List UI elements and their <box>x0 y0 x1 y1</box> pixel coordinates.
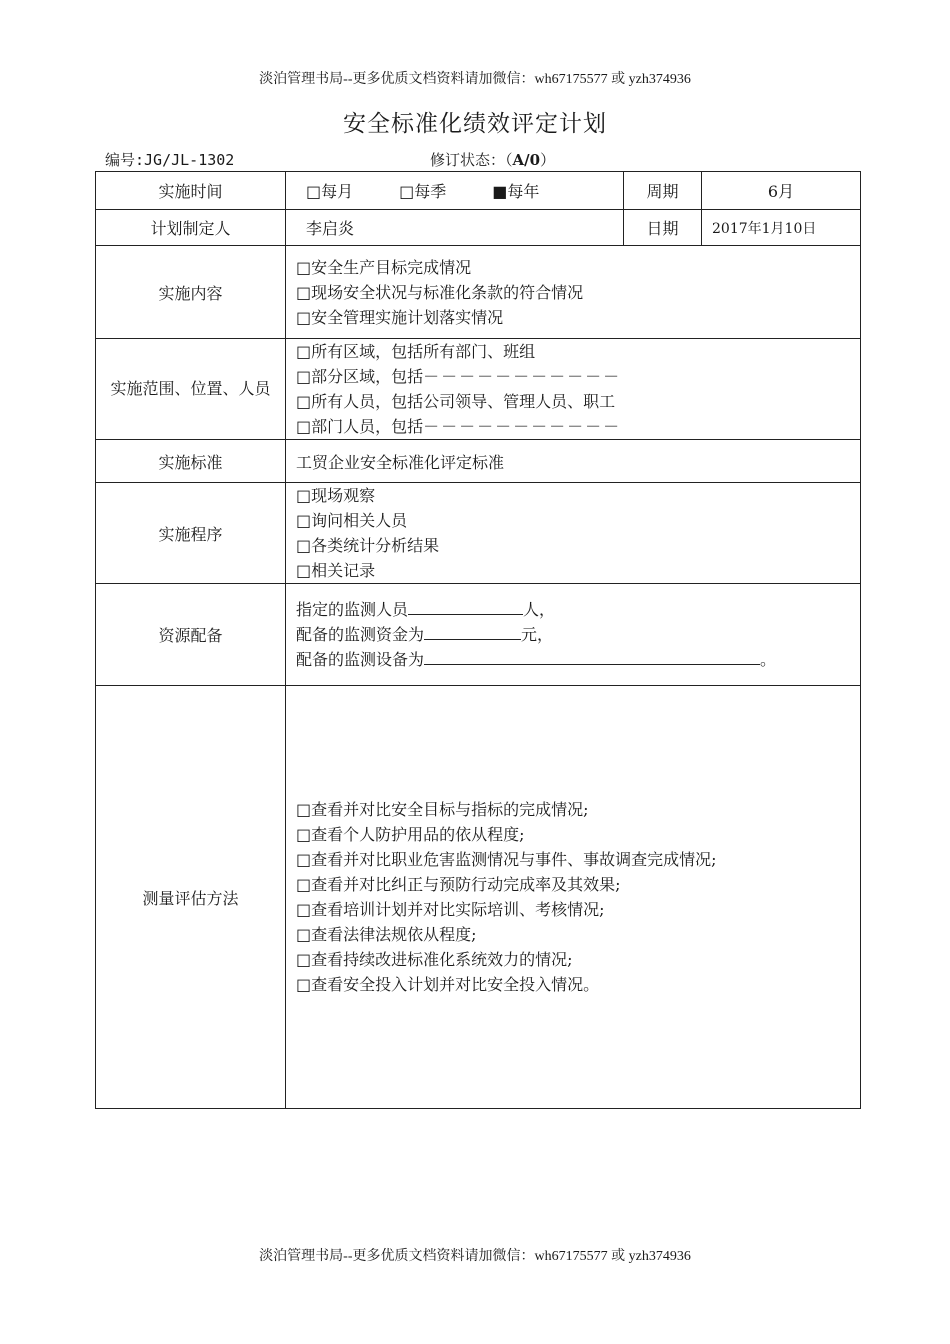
resources-equipment-line <box>296 647 850 672</box>
procedure-item-checkbox[interactable]: □各类统计分析结果 <box>296 536 440 555</box>
option-quarterly-checkbox[interactable]: □每季 <box>399 182 447 201</box>
content-items <box>286 246 861 339</box>
row-methods <box>96 686 861 1109</box>
procedure-item-checkbox[interactable]: □相关记录 <box>296 561 376 580</box>
method-item-checkbox[interactable]: □查看培训计划并对比实际培训、考核情况; <box>296 900 605 919</box>
scope-item-department[interactable] <box>296 414 850 439</box>
row-content <box>96 246 861 339</box>
method-item-checkbox[interactable]: □查看并对比安全目标与指标的完成情况; <box>296 800 589 819</box>
funds-blank[interactable] <box>424 622 521 640</box>
scope-label: 实施范围、位置、人员 <box>96 339 286 440</box>
funds-suffix: 元， <box>521 625 554 644</box>
header-watermark: 淡泊管理书局--更多优质文档资料请加微信：wh67175577 或 yzh374936 <box>259 72 691 87</box>
date-value: 2017年1月10日 <box>702 210 861 246</box>
standard-label: 实施标准 <box>96 440 286 483</box>
procedure-label: 实施程序 <box>96 483 286 584</box>
scope-item-checkbox[interactable]: □所有区域，包括所有部门、班组 <box>296 342 536 361</box>
period-label: 周期 <box>624 172 702 210</box>
funds-prefix: 配备的监测资金为 <box>296 625 425 644</box>
option-yearly-checkbox[interactable]: ■每年 <box>492 182 540 201</box>
method-item-checkbox[interactable]: □查看法律法规依从程度; <box>296 925 477 944</box>
option-monthly-checkbox[interactable]: □每月 <box>306 182 354 201</box>
revision-label: 修订状态：（ <box>430 151 513 169</box>
scope-items <box>286 339 861 440</box>
method-item-checkbox[interactable]: □查看安全投入计划并对比安全投入情况。 <box>296 975 600 994</box>
resources-lines <box>286 584 861 686</box>
equipment-blank[interactable] <box>424 647 760 665</box>
content-label: 实施内容 <box>96 246 286 339</box>
document-title: 安全标准化绩效评定计划 <box>343 111 607 137</box>
methods-items <box>286 686 861 1109</box>
scope-item-checkbox[interactable]: □所有人员，包括公司领导、管理人员、职工 <box>296 392 616 411</box>
equipment-suffix: 。 <box>760 650 777 669</box>
scope-item-partial-text: □部分区域，包括 <box>296 367 424 386</box>
procedure-item-checkbox[interactable]: □现场观察 <box>296 486 376 505</box>
revision-status <box>430 149 555 170</box>
row-scope <box>96 339 861 440</box>
revision-value: A/0 <box>512 151 541 169</box>
row-resources <box>96 584 861 686</box>
content-item-checkbox[interactable]: □安全生产目标完成情况 <box>296 257 472 277</box>
personnel-prefix: 指定的监测人员 <box>296 600 409 619</box>
scope-item-department-text: □部门人员，包括 <box>296 417 424 436</box>
row-planner <box>96 210 861 246</box>
method-item-checkbox[interactable]: □查看持续改进标准化系统效力的情况; <box>296 950 573 969</box>
scope-department-blank: －－－－－－－－－－－ <box>423 417 622 436</box>
resources-label: 资源配备 <box>96 584 286 686</box>
revision-close: ） <box>540 151 556 169</box>
scope-partial-blank: －－－－－－－－－－－ <box>423 367 622 386</box>
footer-watermark: 淡泊管理书局--更多优质文档资料请加微信：wh67175577 或 yzh374936 <box>259 1249 691 1264</box>
content-item-checkbox[interactable]: □现场安全状况与标准化条款的符合情况 <box>296 282 584 302</box>
method-item-checkbox[interactable]: □查看并对比职业危害监测情况与事件、事故调查完成情况; <box>296 850 717 869</box>
method-item-checkbox[interactable]: □查看个人防护用品的依从程度; <box>296 825 525 844</box>
methods-label: 测量评估方法 <box>96 686 286 1109</box>
date-label: 日期 <box>624 210 702 246</box>
method-item-checkbox[interactable]: □查看并对比纠正与预防行动完成率及其效果; <box>296 875 621 894</box>
procedure-items <box>286 483 861 584</box>
planner-label: 计划制定人 <box>96 210 286 246</box>
implementation-time-label: 实施时间 <box>96 172 286 210</box>
content-item-checkbox[interactable]: □安全管理实施计划落实情况 <box>296 307 504 327</box>
resources-personnel-line <box>296 597 850 622</box>
personnel-suffix: 人， <box>523 600 556 619</box>
period-value: 6月 <box>702 172 861 210</box>
scope-item-partial[interactable] <box>296 364 850 389</box>
resources-funds-line <box>296 622 850 647</box>
equipment-prefix: 配备的监测设备为 <box>296 650 425 669</box>
implementation-time-options <box>286 172 624 210</box>
row-standard <box>96 440 861 483</box>
plan-form-table <box>95 171 861 1109</box>
standard-value: 工贸企业安全标准化评定标准 <box>286 440 861 483</box>
document-number: 编号:JG/JL-1302 <box>105 151 235 169</box>
procedure-item-checkbox[interactable]: □询问相关人员 <box>296 511 408 530</box>
personnel-blank[interactable] <box>408 597 523 615</box>
row-procedure <box>96 483 861 584</box>
row-implementation-time <box>96 172 861 210</box>
planner-value: 李启炎 <box>286 210 624 246</box>
